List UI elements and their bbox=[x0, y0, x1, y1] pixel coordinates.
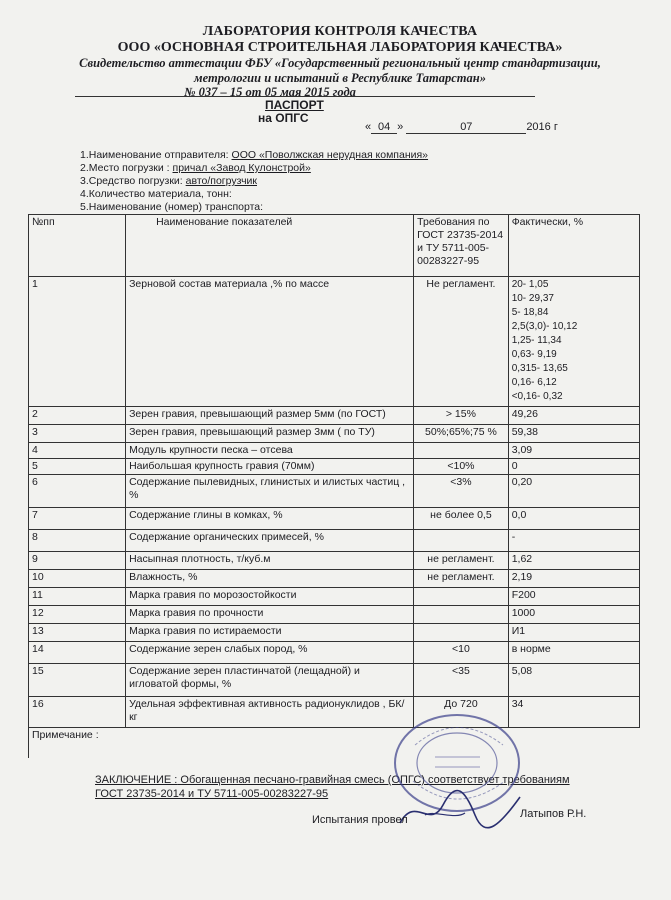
row-requirement: не регламент. bbox=[414, 570, 509, 588]
row-requirement: <35 bbox=[414, 664, 509, 697]
row-requirement: До 720 bbox=[414, 697, 509, 728]
actual-value: 49,26 bbox=[511, 408, 538, 420]
row-requirement bbox=[414, 443, 509, 459]
actual-value: 0 bbox=[511, 460, 518, 472]
actual-value: 0,0 bbox=[511, 509, 527, 521]
table-row bbox=[29, 277, 640, 407]
results-table bbox=[28, 214, 640, 758]
date-day: 04 bbox=[371, 121, 397, 134]
actual-value: 10- 29,37 bbox=[511, 293, 554, 304]
row-indicator: Насыпная плотность, т/куб.м bbox=[126, 552, 414, 570]
row-requirement: > 15% bbox=[414, 407, 509, 425]
handwritten-signature-icon bbox=[395, 785, 525, 835]
date-quote-close: » bbox=[397, 121, 404, 133]
row-indicator: Наибольшая крупность гравия (70мм) bbox=[126, 459, 414, 475]
table-row bbox=[29, 624, 640, 642]
row-number: 13 bbox=[29, 624, 126, 642]
actual-value: - bbox=[511, 531, 516, 543]
info-quantity: 4.Количество материала, тонн: bbox=[80, 188, 232, 200]
row-actual bbox=[508, 606, 639, 624]
row-number: 1 bbox=[29, 277, 126, 407]
row-number: 7 bbox=[29, 508, 126, 530]
row-actual bbox=[508, 459, 639, 475]
actual-value: И1 bbox=[511, 625, 526, 637]
row-number: 15 bbox=[29, 664, 126, 697]
actual-value: 34 bbox=[511, 698, 524, 710]
row-requirement: 50%;65%;75 % bbox=[414, 425, 509, 443]
passport-date bbox=[365, 121, 558, 134]
row-indicator: Содержание зерен пластинчатой (лещадной) и игловатой формы, % bbox=[126, 664, 414, 697]
actual-value: 1,62 bbox=[511, 553, 533, 565]
header-indicator: Наименование показателей bbox=[126, 215, 414, 277]
row-indicator: Содержание глины в комках, % bbox=[126, 508, 414, 530]
row-number: 16 bbox=[29, 697, 126, 728]
row-requirement: <3% bbox=[414, 475, 509, 508]
row-actual bbox=[508, 697, 639, 728]
passport-title: ПАСПОРТ bbox=[265, 98, 324, 112]
row-actual bbox=[508, 443, 639, 459]
row-requirement: не регламент. bbox=[414, 552, 509, 570]
row-indicator: Марка гравия по истираемости bbox=[126, 624, 414, 642]
table-row bbox=[29, 425, 640, 443]
row-requirement: не более 0,5 bbox=[414, 508, 509, 530]
row-indicator: Содержание пылевидных, глинистых и илистых частиц , % bbox=[126, 475, 414, 508]
signer-name: Латыпов Р.Н. bbox=[520, 808, 587, 820]
table-row bbox=[29, 475, 640, 508]
table-row bbox=[29, 606, 640, 624]
row-number: 9 bbox=[29, 552, 126, 570]
row-number: 10 bbox=[29, 570, 126, 588]
row-requirement: Не регламент. bbox=[414, 277, 509, 407]
row-actual bbox=[508, 530, 639, 552]
actual-value: 1000 bbox=[511, 607, 536, 619]
table-row bbox=[29, 407, 640, 425]
conclusion-text: Обогащенная песчано-гравийная смесь (ОПГС) соответствует требованиям bbox=[177, 774, 570, 786]
row-actual bbox=[508, 475, 639, 508]
actual-value: 3,09 bbox=[511, 444, 533, 456]
row-requirement: <10 bbox=[414, 642, 509, 664]
table-header-row bbox=[29, 215, 640, 277]
row-indicator: Марка гравия по прочности bbox=[126, 606, 414, 624]
actual-value: 5- 18,84 bbox=[511, 307, 549, 318]
row-actual bbox=[508, 664, 639, 697]
accreditation-line-1: Свидетельство аттестации ФБУ «Государственный региональный центр стандартизации, bbox=[79, 56, 601, 70]
row-indicator: Модуль крупности песка – отсева bbox=[126, 443, 414, 459]
actual-value: 0,20 bbox=[511, 476, 533, 488]
row-number: 2 bbox=[29, 407, 126, 425]
table-row bbox=[29, 697, 640, 728]
row-requirement bbox=[414, 530, 509, 552]
row-actual bbox=[508, 277, 639, 407]
row-actual bbox=[508, 407, 639, 425]
date-month: 07 bbox=[406, 121, 526, 134]
passport-subtitle: на ОПГС bbox=[258, 111, 309, 125]
header-number: №пп bbox=[29, 215, 126, 277]
row-actual bbox=[508, 425, 639, 443]
company-name: ООО «ОСНОВНАЯ СТРОИТЕЛЬНАЯ ЛАБОРАТОРИЯ КАЧЕСТВА» bbox=[117, 40, 563, 55]
actual-value: 0,63- 9,19 bbox=[511, 349, 557, 360]
row-number: 11 bbox=[29, 588, 126, 606]
header-actual: Фактически, % bbox=[508, 215, 639, 277]
info-transport: 5.Наименование (номер) транспорта: bbox=[80, 201, 264, 213]
actual-value: F200 bbox=[511, 589, 536, 601]
actual-value: 5,08 bbox=[511, 665, 533, 677]
table-note-row bbox=[29, 728, 640, 758]
date-year: 2016 г bbox=[526, 121, 558, 133]
table-row bbox=[29, 664, 640, 697]
actual-value: 0,16- 6,12 bbox=[511, 377, 557, 388]
info-sender: 1.Наименование отправителя: ООО «Поволжская нерудная компания» bbox=[80, 149, 429, 161]
row-indicator: Марка гравия по морозостойкости bbox=[126, 588, 414, 606]
row-requirement: <10% bbox=[414, 459, 509, 475]
row-actual bbox=[508, 588, 639, 606]
row-number: 14 bbox=[29, 642, 126, 664]
table-row bbox=[29, 642, 640, 664]
accreditation-number: № 037 – 15 от 05 мая 2015 года bbox=[184, 85, 356, 99]
actual-value: 1,25- 11,34 bbox=[511, 335, 562, 346]
actual-value: 2,5(3,0)- 10,12 bbox=[511, 321, 578, 332]
actual-value: 20- 1,05 bbox=[511, 279, 549, 290]
actual-value: <0,16- 0,32 bbox=[511, 391, 563, 402]
row-number: 5 bbox=[29, 459, 126, 475]
row-actual bbox=[508, 624, 639, 642]
accreditation-line-2: метрологии и испытаний в Республике Татарстан» bbox=[194, 71, 486, 85]
row-number: 3 bbox=[29, 425, 126, 443]
row-indicator: Удельная эффективная активность радионуклидов , БК/кг bbox=[126, 697, 414, 728]
row-actual bbox=[508, 552, 639, 570]
row-actual bbox=[508, 642, 639, 664]
table-row bbox=[29, 508, 640, 530]
info-loading-means: 3.Средство погрузки: авто/погрузчик bbox=[80, 175, 257, 187]
table-row bbox=[29, 443, 640, 459]
row-requirement bbox=[414, 624, 509, 642]
header-requirements: Требования по ГОСТ 23735-2014 и ТУ 5711-005-00283227-95 bbox=[414, 215, 509, 277]
row-number: 4 bbox=[29, 443, 126, 459]
table-row bbox=[29, 530, 640, 552]
actual-value: 0,315- 13,65 bbox=[511, 363, 568, 374]
row-indicator: Зерен гравия, превышающий размер 5мм (по ГОСТ) bbox=[126, 407, 414, 425]
date-quote-open: « bbox=[365, 121, 372, 133]
row-actual bbox=[508, 508, 639, 530]
table-row bbox=[29, 588, 640, 606]
row-requirement bbox=[414, 588, 509, 606]
row-indicator: Влажность, % bbox=[126, 570, 414, 588]
table-row bbox=[29, 570, 640, 588]
conclusion-label: ЗАКЛЮЧЕНИЕ : bbox=[95, 774, 178, 786]
row-number: 8 bbox=[29, 530, 126, 552]
table-row bbox=[29, 552, 640, 570]
lab-title: ЛАБОРАТОРИЯ КОНТРОЛЯ КАЧЕСТВА bbox=[202, 24, 478, 39]
row-number: 6 bbox=[29, 475, 126, 508]
info-loading-place: 2.Место погрузки : причал «Завод Кулонстрой» bbox=[80, 162, 311, 174]
row-indicator: Содержание органических примесей, % bbox=[126, 530, 414, 552]
actual-value: 2,19 bbox=[511, 571, 533, 583]
row-indicator: Зерен гравия, превышающий размер 3мм ( по ТУ) bbox=[126, 425, 414, 443]
actual-value: 59,38 bbox=[511, 426, 538, 438]
row-indicator: Содержание зерен слабых пород, % bbox=[126, 642, 414, 664]
row-indicator: Зерновой состав материала ,% по массе bbox=[126, 277, 414, 407]
header-divider bbox=[75, 96, 535, 97]
note-label: Примечание : bbox=[29, 728, 640, 758]
row-actual bbox=[508, 570, 639, 588]
signature-label: Испытания провел bbox=[312, 814, 408, 826]
row-number: 12 bbox=[29, 606, 126, 624]
actual-value: в норме bbox=[511, 643, 551, 655]
row-requirement bbox=[414, 606, 509, 624]
conclusion-standards: ГОСТ 23735-2014 и ТУ 5711-005-00283227-95 bbox=[95, 788, 329, 800]
table-row bbox=[29, 459, 640, 475]
